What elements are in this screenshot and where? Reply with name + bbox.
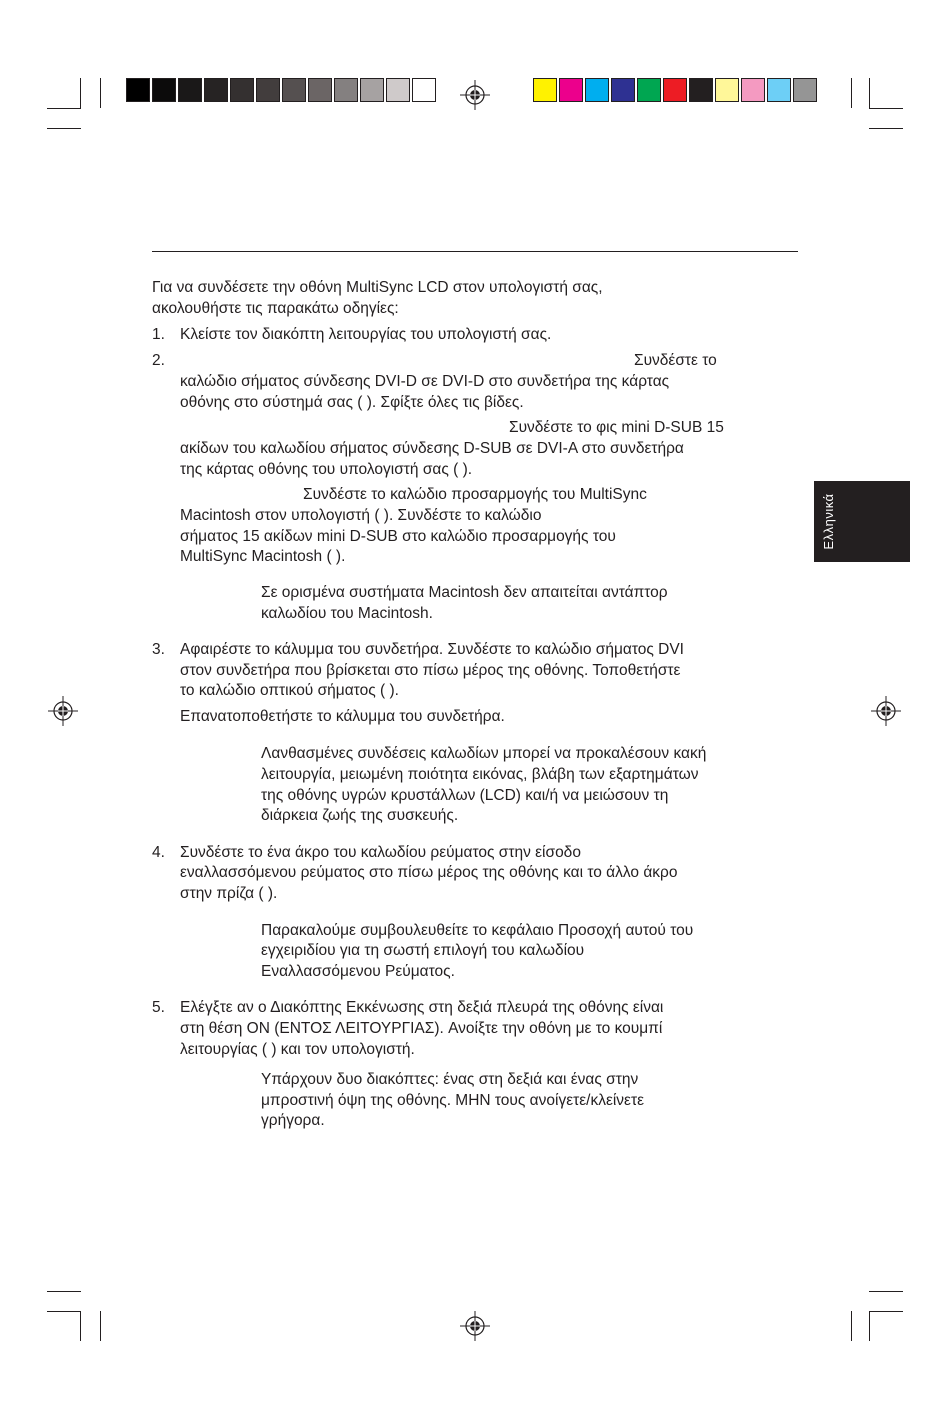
header-rule (152, 251, 798, 252)
color-swatch (585, 78, 609, 102)
note-line: γρήγορα. (261, 1112, 325, 1129)
step-line: Ελέγξτε αν ο Διακόπτης Εκκένωσης στη δεξιά πλευρά της οθόνης είναι (180, 999, 664, 1016)
step-line: Αφαιρέστε το κάλυμμα του συνδετήρα. Συνδέστε το καλώδιο σήματος DVI (180, 641, 684, 658)
color-swatch (334, 78, 358, 102)
color-swatch (178, 78, 202, 102)
color-swatch (386, 78, 410, 102)
note-line: λειτουργία, μειωμένη ποιότητα εικόνας, βλάβη των εξαρτημάτων (261, 766, 699, 783)
color-swatch (152, 78, 176, 102)
color-swatch (715, 78, 739, 102)
crop-mark (869, 108, 903, 109)
crop-mark (851, 78, 852, 108)
step-line: Συνδέστε το ένα άκρο του καλωδίου ρεύματος στην είσοδο (180, 844, 581, 861)
crop-mark (47, 1311, 81, 1312)
note-line: της οθόνης υγρών κρυστάλλων (LCD) και/ή να μειώσουν τη (261, 787, 669, 804)
note-line: Υπάρχουν δυο διακόπτες: ένας στη δεξιά και ένας στην (261, 1071, 639, 1088)
color-swatch (793, 78, 817, 102)
grey-calibration-bar (126, 78, 438, 102)
color-swatch (533, 78, 557, 102)
note-line: Σε ορισμένα συστήματα Macintosh δεν απαιτείται αντάπτορ (261, 584, 668, 601)
crop-mark (47, 1291, 81, 1292)
step-line: Macintosh στον υπολογιστή ( ). Συνδέστε το καλώδιο (180, 507, 542, 524)
step-number: 3. (152, 641, 165, 658)
note-line: εγχειριδίου για τη σωστή επιλογή του καλωδίου (261, 942, 585, 959)
step-line: MultiSync Macintosh ( ). (180, 548, 346, 565)
crop-mark (869, 1291, 903, 1292)
step-line: καλώδιο σήματος σύνδεσης DVI-D σε DVI-D στο συνδετήρα της κάρτας (180, 373, 670, 390)
note-line: Λανθασμένες συνδέσεις καλωδίων μπορεί να προκαλέσουν κακή (261, 745, 707, 762)
step-line: ακίδων του καλωδίου σήματος σύνδεσης D-SUB σε DVI-A στο συνδετήρα (180, 440, 684, 457)
color-swatch (412, 78, 436, 102)
intro-line: Για να συνδέσετε την οθόνη MultiSync LCD στον υπολογιστή σας, (152, 279, 603, 296)
registration-mark-icon (871, 696, 901, 726)
crop-mark (80, 1311, 81, 1341)
registration-mark-icon (460, 1311, 490, 1341)
color-swatch (559, 78, 583, 102)
note-line: Παρακαλούμε συμβουλευθείτε το κεφάλαιο Προσοχή αυτού του (261, 922, 694, 939)
note-line: Εναλλασσόμενου Ρεύματος. (261, 963, 455, 980)
registration-mark-icon (48, 696, 78, 726)
step-line: στην πρίζα ( ). (180, 885, 278, 902)
step-line: οθόνης στο σύστημά σας ( ). Σφίξτε όλες τις βίδες. (180, 394, 524, 411)
color-swatch (282, 78, 306, 102)
step-line: της κάρτας οθόνης του υπολογιστή σας ( ). (180, 461, 473, 478)
crop-mark (47, 108, 81, 109)
step-line: στον συνδετήρα που βρίσκεται στο πίσω μέρος της οθόνης. Τοποθετήστε (180, 662, 681, 679)
step-line: Συνδέστε το καλώδιο προσαρμογής του MultiSync (303, 486, 647, 503)
note-line: καλωδίου του Macintosh. (261, 605, 433, 622)
crop-mark (47, 128, 81, 129)
step-line: Συνδέστε το (634, 352, 717, 369)
step-number: 5. (152, 999, 165, 1016)
color-swatch (611, 78, 635, 102)
step-line: Συνδέστε το φις mini D-SUB 15 (509, 419, 724, 436)
color-calibration-bar (533, 78, 819, 102)
color-swatch (204, 78, 228, 102)
step-line: Επανατοποθετήστε το κάλυμμα του συνδετήρα. (180, 708, 505, 725)
crop-mark (869, 1311, 903, 1312)
step-line: σήματος 15 ακίδων mini D-SUB στο καλώδιο προσαρμογής του (180, 528, 616, 545)
step-line: Κλείστε τον διακόπτη λειτουργίας του υπολογιστή σας. (180, 326, 552, 343)
color-swatch (308, 78, 332, 102)
registration-mark-icon (460, 80, 490, 110)
step-line: λειτουργίας ( ) και τον υπολογιστή. (180, 1041, 415, 1058)
step-line: εναλλασσόμενου ρεύματος στο πίσω μέρος της οθόνης και το άλλο άκρο (180, 864, 678, 881)
color-swatch (360, 78, 384, 102)
color-swatch (767, 78, 791, 102)
crop-mark (100, 78, 101, 108)
crop-mark (100, 1311, 101, 1341)
step-number: 1. (152, 326, 165, 343)
intro-line: ακολουθήστε τις παρακάτω οδηγίες: (152, 300, 399, 317)
note-line: διάρκεια ζωής της συσκευής. (261, 807, 459, 824)
note-line: μπροστινή όψη της οθόνης. ΜΗΝ τους ανοίγετε/κλείνετε (261, 1092, 645, 1109)
color-swatch (689, 78, 713, 102)
color-swatch (126, 78, 150, 102)
step-number: 2. (152, 352, 165, 369)
language-tab-label: Ελληνικά (821, 493, 836, 550)
color-swatch (230, 78, 254, 102)
crop-mark (851, 1311, 852, 1341)
step-line: στη θέση ON (ΕΝΤΟΣ ΛΕΙΤΟΥΡΓΙΑΣ). Ανοίξτε την οθόνη με το κουμπί (180, 1020, 663, 1037)
crop-mark (869, 128, 903, 129)
color-swatch (741, 78, 765, 102)
color-swatch (256, 78, 280, 102)
crop-mark (80, 78, 81, 108)
language-tab (814, 481, 910, 562)
step-number: 4. (152, 844, 165, 861)
crop-mark (869, 78, 870, 108)
color-swatch (663, 78, 687, 102)
crop-mark (869, 1311, 870, 1341)
step-line: το καλώδιο οπτικού σήματος ( ). (180, 682, 399, 699)
color-swatch (637, 78, 661, 102)
